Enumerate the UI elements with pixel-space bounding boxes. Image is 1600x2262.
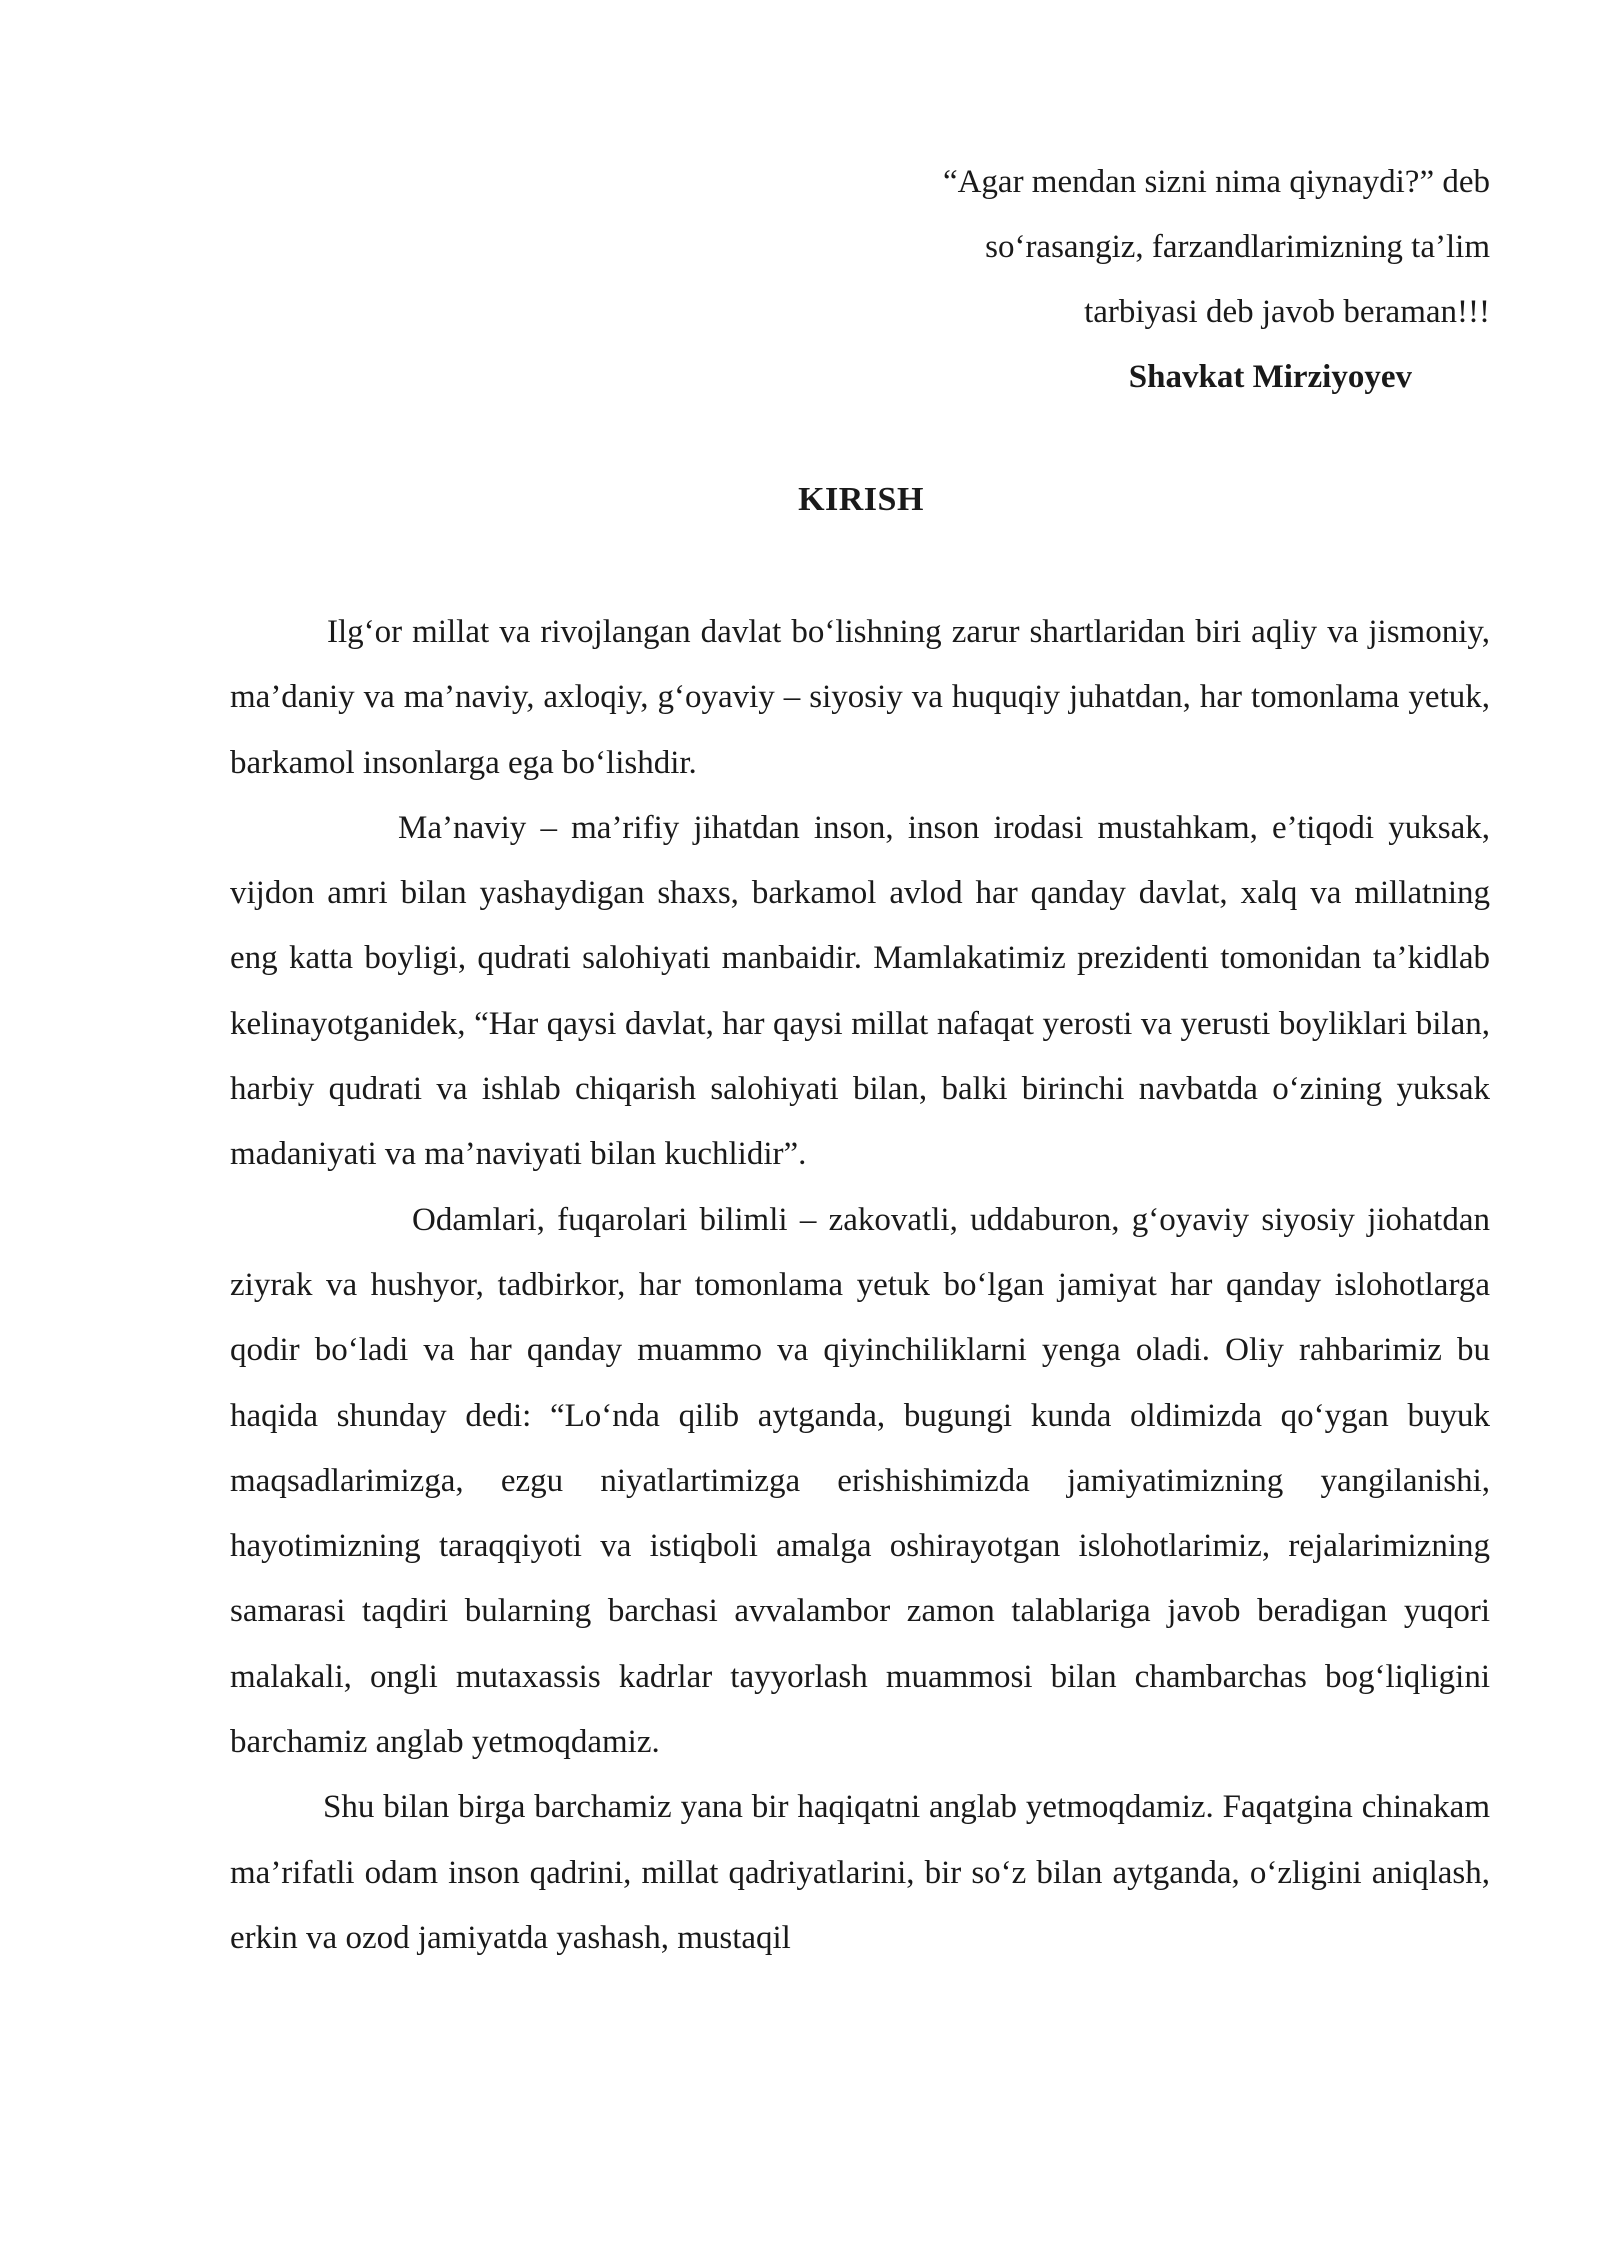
epigraph — [860, 150, 1490, 410]
section-heading: KIRISH — [798, 481, 924, 518]
paragraph: Shu bilan birga barchamiz yana bir haqiqatni anglab yetmoqdamiz. Faqatgina chinakam ma’rifatli odam inson qadrini, millat qadriyatlarini, bir so‘z bilan aytganda, o‘zligini aniqlash, erkin va ozod jamiyatda yashash, mustaqil — [230, 1789, 1490, 1956]
paragraph: Ma’naviy – ma’rifiy jihatdan inson, inson irodasi mustahkam, e’tiqodi yuksak, vijdon amri bilan yashaydigan shaxs, barkamol avlod har qanday davlat, xalq va millatning eng katta boyligi, qudrati salohiyati manbaidir. Mamlakatimiz prezidenti tomonidan ta’kidlab kelinayotganidek, “Har qaysi davlat, har qaysi millat nafaqat yerosti va yerusti boyliklari bilan, harbiy qudrati va ishlab chiqarish salohiyati bilan, balki birinchi navbatda o‘zining yuksak madaniyati va ma’naviyati bilan kuchlidir”. — [230, 809, 1490, 1173]
epigraph-line: tarbiyasi deb javob beraman!!! — [1084, 294, 1490, 330]
paragraph: Ilg‘or millat va rivojlangan davlat bo‘lishning zarur shartlaridan biri aqliy va jismoniy, ma’daniy va ma’naviy, axloqiy, g‘oyaviy – siyosiy va huquqiy juhatdan, har tomonlama yetuk, barkamol insonlarga ega bo‘lishdir. — [230, 614, 1490, 781]
paragraph: Odamlari, fuqarolari bilimli – zakovatli, uddaburon, g‘oyaviy siyosiy jiohatdan ziyrak va hushyor, tadbirkor, har tomonlama yetuk bo‘lgan jamiyat har qanday islohotlarga qodir bo‘ladi va har qanday muammo va qiyinchiliklarni yenga oladi. Oliy rahbarimiz bu haqida shunday dedi: “Lo‘nda qilib aytganda, bugungi kunda oldimizda qo‘ygan buyuk maqsadlarimizga, ezgu niyatlartimizga erishishimizda jamiyatimizning yangilanishi, hayotimizning taraqqiyoti va istiqboli amalga oshirayotgan islohotlarimiz, rejalarimizning samarasi taqdiri bularning barchasi avvalambor zamon talablariga javob beradigan yuqori malakali, ongli mutaxassis kadrlar tayyorlash muammosi bilan chambarchas bog‘liqligini barchamiz anglab yetmoqdamiz. — [230, 1201, 1490, 1761]
body-text — [230, 600, 1490, 1971]
epigraph-line: “Agar mendan sizni nima qiynaydi?” deb — [942, 164, 1490, 200]
epigraph-line: so‘rasangiz, farzandlarimizning ta’lim — [985, 229, 1490, 265]
epigraph-author: Shavkat Mirziyoyev — [1128, 359, 1412, 395]
